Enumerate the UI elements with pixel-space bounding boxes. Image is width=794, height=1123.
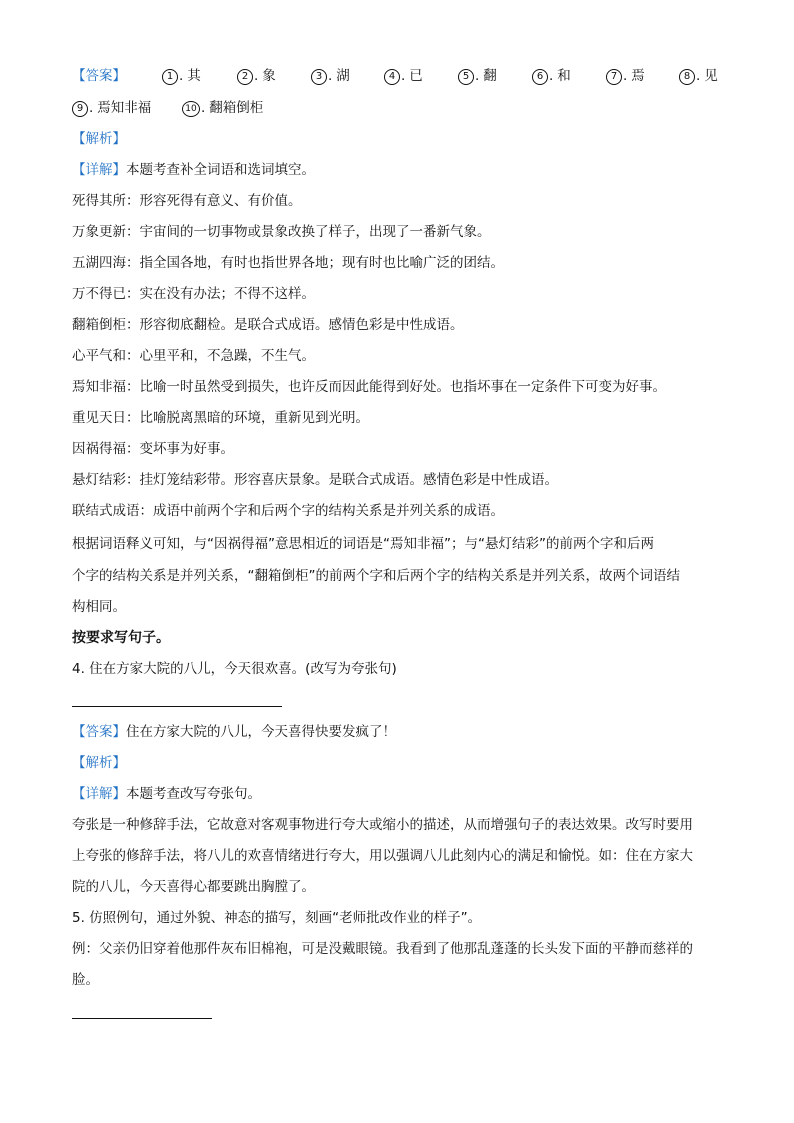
analysis-tag: 【解析】 — [72, 755, 126, 771]
definition-line: 悬灯结彩：挂灯笼结彩带。形容喜庆景象。是联合式成语。感情色彩是中性成语。 — [72, 472, 558, 488]
explanation-line: 上夸张的修辞手法，将八儿的欢喜情绪进行夸大，用以强调八儿此刻内心的满足和愉悦。如：住在方家大 — [72, 848, 693, 864]
answer-item: 5 . 翻 — [458, 66, 497, 86]
answer-item: 7 . 焉 — [606, 66, 645, 86]
conclusion-line: 根据词语释义可知，与“因祸得福”意思相近的词语是“焉知非福”；与“悬灯结彩”的前两个字和后两 — [72, 536, 654, 552]
definition-line: 因祸得福：变坏事为好事。 — [72, 441, 234, 457]
example-line: 脸。 — [72, 972, 99, 988]
detail-line: 【详解】本题考查改写夸张句。 — [72, 786, 261, 802]
definition-line: 重见天日：比喻脱离黑暗的环境，重新见到光明。 — [72, 410, 369, 426]
definition-line: 心平气和：心里平和，不急躁，不生气。 — [72, 348, 315, 364]
definition-line: 万不得已：实在没有办法；不得不这样。 — [72, 286, 315, 302]
definition-line: 焉知非福：比喻一时虽然受到损失，也许反而因此能得到好处。也指坏事在一定条件下可变为好事。 — [72, 379, 666, 395]
answer-item: 8 . 见 — [679, 66, 718, 86]
conclusion-line: 构相同。 — [72, 599, 126, 615]
answer-blank-line — [72, 1018, 212, 1019]
answer-item: 10 . 翻箱倒柜 — [182, 98, 263, 118]
answer-item: 4 . 已 — [384, 66, 423, 86]
answer-item: 2 . 象 — [237, 66, 276, 86]
definition-line: 五湖四海：指全国各地，有时也指世界各地；现有时也比喻广泛的团结。 — [72, 255, 504, 271]
answer-item: 6 . 和 — [532, 66, 571, 86]
answer-item: 1 . 其 — [162, 66, 201, 86]
section-heading: 按要求写句子。 — [72, 630, 170, 646]
definition-line: 死得其所：形容死得有意义、有价值。 — [72, 193, 302, 209]
conclusion-line: 个字的结构关系是并列关系，“翻箱倒柜”的前两个字和后两个字的结构关系是并列关系，故两个词语结 — [72, 568, 680, 584]
definition-line: 万象更新：宇宙间的一切事物或景象改换了样子，出现了一番新气象。 — [72, 224, 491, 240]
explanation-line: 院的八儿，今天喜得心都要跳出胸膛了。 — [72, 879, 315, 895]
answer-tag: 【答案】 — [72, 68, 126, 84]
question-5: 5. 仿照例句，通过外貌、神态的描写，刻画“老师批改作业的样子”。 — [72, 910, 482, 926]
definition-line: 联结式成语：成语中前两个字和后两个字的结构关系是并列关系的成语。 — [72, 503, 504, 519]
question-4: 4. 住在方家大院的八儿，今天很欢喜。(改写为夸张句) — [72, 661, 397, 677]
detail-line: 【详解】本题考查补全词语和选词填空。 — [72, 162, 315, 178]
answer-item: 9 . 焉知非福 — [72, 98, 151, 118]
definition-line: 翻箱倒柜：形容彻底翻检。是联合式成语。感情色彩是中性成语。 — [72, 317, 464, 333]
analysis-tag: 【解析】 — [72, 131, 126, 147]
answer-line: 【答案】住在方家大院的八儿，今天喜得快要发疯了！ — [72, 724, 396, 740]
answer-row — [72, 98, 732, 118]
answer-item: 3 . 湖 — [311, 66, 350, 86]
explanation-line: 夸张是一种修辞手法，它故意对客观事物进行夸大或缩小的描述，从而增强句子的表达效果。改写时要用 — [72, 817, 693, 833]
answer-row — [72, 66, 732, 86]
example-line: 例：父亲仍旧穿着他那件灰布旧棉袍，可是没戴眼镜。我看到了他那乱蓬蓬的长头发下面的平静而慈祥的 — [72, 941, 693, 957]
answer-blank-line — [72, 706, 282, 707]
